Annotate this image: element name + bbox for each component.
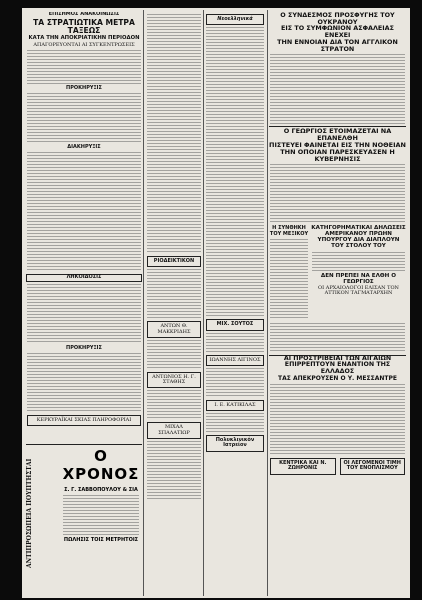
story2-headline-1: Ο ΓΕΩΡΓΙΟΣ ΕΤΟΙΜΑΖΕΤΑΙ ΝΑ ΕΠΑΝΕΛΘΗ [269, 126, 406, 142]
headline-2: ΚΑΤΑ ΤΗΝ ΑΠΟΚΡΙΑΤΙΚΗΝ ΠΕΡΙΟΔΟΝ [28, 35, 140, 42]
section-prokiryxis-2: ΠΡΟΚΗΡΥΞΙΣ [66, 344, 102, 351]
column-rule [203, 10, 204, 596]
ad-text [206, 333, 264, 353]
chronos-ad [26, 444, 142, 594]
ad-text [206, 413, 264, 433]
story4-headline: ΔΕΝ ΠΡΕΠΕΙ ΝΑ ΕΛΘΗ Ο ΓΕΩΡΓΙΟΣ [320, 272, 397, 285]
story5-headline: ΑΙ ΠΡΟΣΤΡΙΒΕΙΑΙ ΤΩΝ ΑΙΓΑΙΩΝ ΕΠΙΡΡΕΠΤΟΥΝ ΕΝΑΝΤΙΟΝ ΤΗΣ ΕΛΛΑΔΟΣ [269, 355, 406, 376]
column-1 [26, 12, 142, 594]
headline-1: ΤΑ ΣΤΡΑΤΙΩΤΙΚΑ ΜΕΤΡΑ ΤΑΞΕΩΣ [33, 18, 135, 36]
ad-1: ΜΙΧ. ΣΟΥΤΟΣ [206, 319, 264, 330]
story3-right [311, 226, 406, 321]
logo-sub: Σ. Γ. ΣΑΒΒΟΠΟΥΛΟΥ & ΣΙΑ [64, 487, 138, 493]
ad-4: Πολυκλινικόν Ιατρείον [206, 435, 264, 452]
ad-text [147, 390, 201, 420]
article-text [312, 252, 405, 272]
article-text [206, 27, 264, 317]
ad-text [147, 340, 201, 370]
ad-1: ΑΝΤΩΝ Θ. ΜΑΚΚΡΙΔΗΣ [147, 321, 201, 338]
article-text [27, 50, 141, 84]
article-text [270, 54, 405, 124]
article-text [147, 269, 201, 319]
article-text [27, 152, 141, 272]
story4-subhead: ΟΙ ΑΡΧΑΙΟΛΟΓΟΙ ΕΛΙΣΑΝ ΤΟΝ ΑΤΤΙΚΟΝ ΤΑΓΜΑΤΑΡΧΗΝ [318, 284, 399, 296]
article-text [270, 384, 405, 454]
story3-row [269, 226, 406, 321]
story6-headline: ΚΕΝΤΡΙΚΑ ΚΑΙ Ν. ΖΩΗΡΟΝΙΣ [270, 458, 336, 475]
story2-headline-2: ΠΙΣΤΕΥΕΙ ΦΑΙΝΕΤΑΙ ΕΙΣ ΤΗΝ ΝΟΘΕΙΑΝ [269, 140, 406, 149]
section-diakiryxis: ΔΙΑΚΗΡΥΞΙΣ [67, 144, 101, 151]
article-text [270, 164, 405, 224]
subhead: ΑΠΑΓΟΡΕΥΟΝΤΑΙ ΑΙ ΣΥΓΚΕΝΤΡΩΣΕΙΣ [33, 41, 135, 48]
article-text [270, 323, 405, 353]
bottom-row [269, 456, 406, 477]
ad-3: ΜΙΧΑΛ ΣΠΑΛΑΤΙΩΡ [147, 422, 201, 439]
headline-1: Ο ΣΥΝΔΕΣΜΟΣ ΠΡΟΣΦΥΓΗΣ ΤΟΥ ΟΥΚΡΑΝΟΥ [280, 12, 395, 26]
column-2 [146, 12, 202, 594]
section-prokiryxis: ΠΡΟΚΗΡΥΞΙΣ [66, 84, 102, 91]
article-text [270, 239, 308, 319]
ad-text [147, 441, 201, 501]
ad-text [63, 495, 139, 535]
ad-box: ΚΕΡΚΥΡΑΪΚΑΙ ΣΚΙΑΣ ΠΛΗΡΟΦΟΡΙΑΙ [27, 415, 141, 426]
ad-2: ΙΩΑΝΝΗΣ ΛΙΓΙΝΟΣ [206, 355, 264, 366]
column-rule [143, 10, 144, 596]
column-3 [205, 12, 265, 594]
story7-headline: ΟΙ ΛΕΓΟΜΕΝΟΙ ΤΙΜΗ ΤΟΥ ΕΝΟΠΛΙΣΜΟΥ [340, 458, 406, 475]
vertical-label: ΑΝΤΙΠΡΟΣΩΠΕΙΑ ΠΟΥΠΤΗΣΤΑΙ [26, 458, 33, 568]
ad-bottom: ΠΩΛΗΣΙΣ ΤΟΙΣ ΜΕΤΡΗΤΟΙΣ [63, 537, 139, 543]
headline-3: ΤΗΝ ΕΝΝΟΙΑΝ ΔΙΑ ΤΟΝ ΑΓΓΛΙΚΟΝ ΣΤΡΑΤΟΝ [277, 37, 398, 53]
story2-headline-3: ΤΗΝ ΟΠΟΙΑΝ ΠΑΡΕΣΚΕΥΑΣΕΝ Η ΚΥΒΕΡΝΗΣΙΣ [280, 147, 395, 163]
logo-block [62, 447, 140, 543]
article-text [27, 353, 141, 413]
article-text [27, 93, 141, 143]
kicker: ΕΠΙΣΗΜΟΣ ΑΝΑΚΟΙΝΩΣΙΣ [48, 12, 120, 17]
story5-subhead: ΤΑΣ ΑΠΕΚΡΟΥΣΕΝ Ο Υ. ΜΕΣΣΑΝΤΡΕ [278, 374, 397, 382]
section-riodeiktikon: ΡΙΟΔΕΙΚΤΙΚΟΝ [147, 256, 201, 267]
newspaper-page [22, 8, 410, 598]
section-neoellinika: Νεοελληνικά [206, 14, 264, 25]
section-lykoi: ΛΗΚΟΙΔΟΣΙΣ [26, 274, 142, 281]
column-rule [267, 10, 268, 596]
article-text [27, 284, 141, 344]
headline-2: ΕΙΣ ΤΟ ΣΥΜΦΩΝΙΟΝ ΑΣΦΑΛΕΙΑΣ ΕΝΕΧΕΙ [281, 24, 394, 40]
ad-text [206, 368, 264, 398]
story3-left [269, 226, 309, 321]
logo: Ο ΧΡΟΝΟΣ [62, 447, 140, 483]
story3-headline: ΚΑΤΗΓΟΡΗΜΑΤΙΚΑΙ ΔΗΛΩΣΕΙΣ ΑΜΕΡΙΚΑΝΟΥ ΠΡΩΗΝ ΥΠΟΥΡΓΟΥ ΔΙΑ ΔΙΑΠΛΟΥΝ ΤΟΥ ΣΤΟΛΟΥ ΤΟΥ [311, 225, 406, 249]
ad-2: ΑΝΤΩΝΙΟΣ Η. Γ. ΣΤΑΘΗΣ [147, 372, 201, 389]
ad-3: Ι. Ε. ΚΑΤΙΚΙΛΑΣ [206, 400, 264, 411]
column-4 [269, 12, 406, 594]
article-text [147, 14, 201, 254]
story3-left-headline: Η ΣΥΝΘΗΚΗ ΤΟΥ ΜΕΞΙΚΟΥ [269, 225, 309, 237]
